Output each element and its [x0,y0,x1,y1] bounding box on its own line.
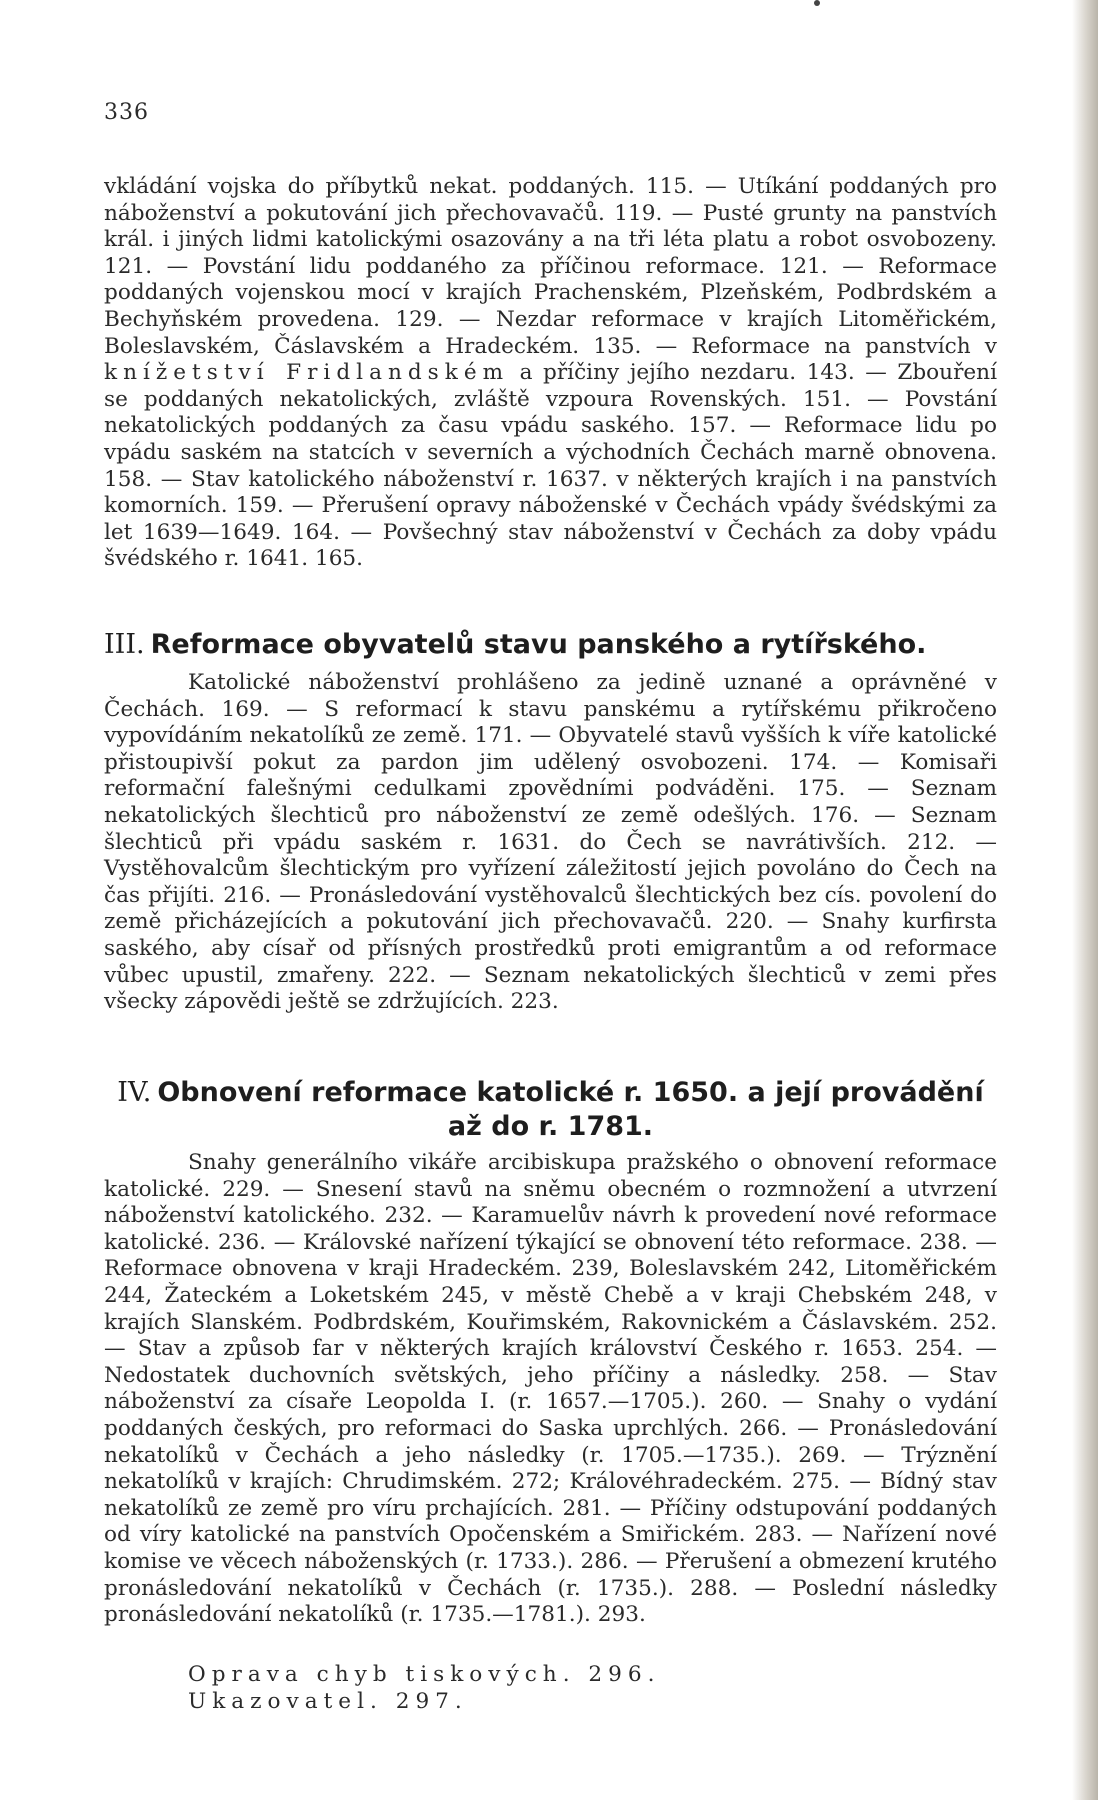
page-edge-shadow [1072,0,1098,1800]
section-number: III. [104,629,145,660]
paragraph-1-spaced-term: knížetství Fridlandském [104,360,510,386]
paragraph-1-text: vkládání vojska do příbytků nekat. poddaných. 115. — Utíkání poddaných pro náboženství a pokutování jich přechovavačů. 119. — Pusté grunty na panstvích král. i jiných lidmi katolickými osazovány a na tři léta platu a robot osvobozeny. 121. — Povstání lidu poddaného za příčinou reformace. 121. — Reformace poddaných vojenskou mocí v krajích Prachenském, Plzeňském, Podbrdském a Bechyňském provedena. 129. — Nezdar reformace v krajích Litoměřickém, Boleslavském, Čáslavském a Hradeckém. 135. — Reformace na panstvích v [104,174,997,359]
paragraph-continued [104,174,997,573]
section-title: Obnovení reformace katolické r. 1650. a její provádění až do r. 1781. [157,1077,984,1142]
section-title: Reformace obyvatelů stavu panského a rytířského. [150,629,927,660]
paragraph-section-iii: Katolické náboženství prohlášeno za jedině uznané a oprávněné v Čechách. 169. — S reformací k stavu panskému a rytířskému přikročeno vypovídáním nekatolíků ze země. 171. — Obyvatelé stavů vyšších k víře katolické přistoupivší pokut za pardon jim udělený osvobozeni. 174. — Komisaři reformační falešnými cedulkami zpovědními podváděni. 175. — Seznam nekatolických šlechticů pro náboženství ze země odešlých. 176. — Seznam šlechticů při vpádu saském r. 1631. do Čech se navrátivších. 212. — Vystěhovalcům šlechtickým pro vyřízení záležitostí jejich povoláno do Čech na čas přijíti. 216. — Pronásledování vystěhovalců šlechtických bez cís. povolení do země přicházejících a pokutování jich přechovavačů. 220. — Snahy kurfirsta saského, aby císař od přísných prostředků proti emigrantům a od reformace vůbec upustil, zmařeny. 222. — Seznam nekatolických šlechticů v zemi přes všecky zápovědi ještě se zdržujících. 223. [104,670,997,1015]
index-entry: Ukazovatel. 297. [188,1689,468,1714]
paragraph-1-rest: a příčiny jejího nezdaru. 143. — Zbouření se poddaných nekatolických, zvláště vzpoura Rovenských. 151. — Povstání nekatolických poddaných za času vpádu saského. 157. — Reformace lidu po vpádu saském na statcích v severních a východních Čechách marně obnovena. 158. — Stav katolického náboženství r. 1637. v některých krajích i na panstvích komorních. 159. — Přerušení opravy náboženské v Čechách vpády švédskými za let 1639—1649. 164. — Povšechný stav náboženství v Čechách za doby vpádu švédského r. 1641. 165. [104,360,997,572]
paragraph-section-iv: Snahy generálního vikáře arcibiskupa pražského o obnovení reformace katolické. 229. — Snesení stavů na sněmu obecném o rozmnožení a utvrzení náboženství katolického. 232. — Karamuelův návrh k provedení nové reformace katolické. 236. — Královské nařízení týkající se obnovení této reformace. 238. — Reformace obnovena v kraji Hradeckém. 239, Boleslavském 242, Litoměřickém 244, Žateckém a Loketském 245, v městě Chebě a v kraji Chebském 248, v krajích Slanském. Podbrdském, Kouřimském, Rakovnickém a Čáslavském. 252. — Stav a způsob far v některých krajích království Českého r. 1653. 254. — Nedostatek duchovních světských, jeho příčiny a následky. 258. — Stav náboženství za císaře Leopolda I. (r. 1657.—1705.). 260. — Snahy o vydání poddaných českých, pro reformaci do Saska uprchlých. 266. — Pronásledování nekatolíků v Čechách a jeho následky (r. 1705.—1735.). 269. — Trýznění nekatolíků v krajích: Chrudimském. 272; Královéhradeckém. 275. — Bídný stav nekatolíků ze země pro víru prchajících. 281. — Příčiny odstupování poddaných od víry katolické na panstvích Opočenském a Smiřickém. 283. — Nařízení nové komise ve věcech náboženských (r. 1733.). 286. — Přerušení a obmezení krutého pronásledování nekatolíků v Čechách (r. 1735.). 288. — Poslední následky pronásledování nekatolíků (r. 1735.—1781.). 293. [104,1150,997,1628]
ink-mark [814,0,820,6]
section-number: IV. [117,1077,152,1108]
section-heading-iii [104,628,997,662]
errata-entry: Oprava chyb tiskových. 296. [188,1662,661,1687]
section-heading-iv [104,1076,997,1144]
page-number: 336 [104,100,149,125]
